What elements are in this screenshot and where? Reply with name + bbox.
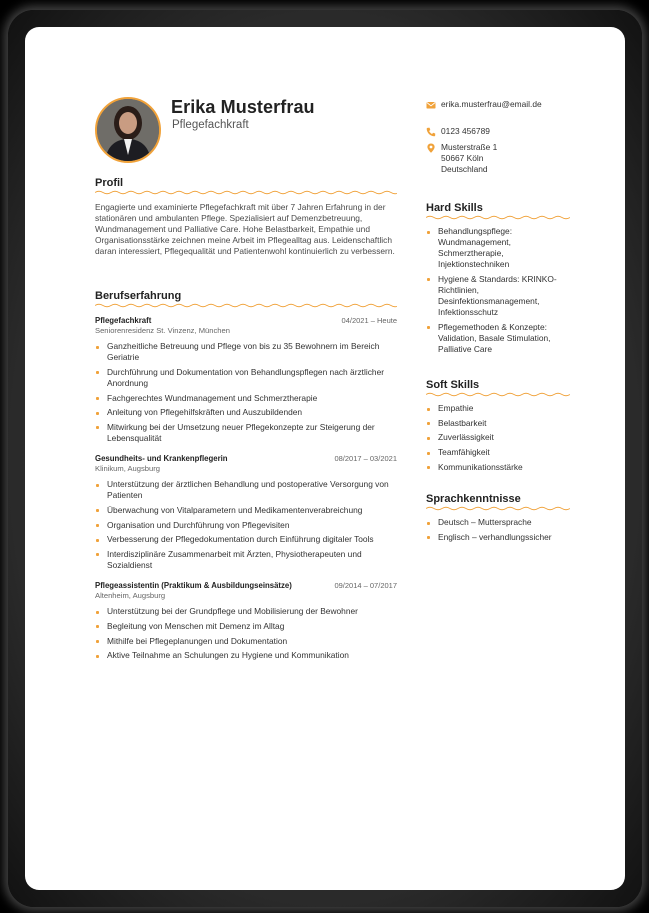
job-date: 09/2014 – 07/2017 — [334, 581, 397, 591]
candidate-name: Erika Musterfrau — [171, 97, 315, 117]
list-item: Mithilfe bei Pflegeplanungen und Dokumentation — [95, 636, 397, 647]
job-bullets — [95, 341, 397, 444]
list-item: Überwachung von Vitalparametern und Medikamentenverabreichung — [95, 505, 397, 516]
soft-skills-section — [426, 379, 570, 476]
job-bullets — [95, 606, 397, 661]
resume-page — [25, 27, 625, 890]
job-organization: Altenheim, Augsburg — [95, 591, 166, 601]
contact-email — [426, 99, 576, 110]
list-item: Pflegemethoden & Konzepte: Validation, Basale Stimulation, Palliative Care — [426, 322, 570, 355]
list-item: Organisation und Durchführung von Pflegevisiten — [95, 520, 397, 531]
experience-section — [95, 290, 397, 665]
list-item: Aktive Teilnahme an Schulungen zu Hygiene und Kommunikation — [95, 650, 397, 661]
section-title-languages: Sprachkenntnisse — [426, 493, 521, 505]
section-title-experience: Berufserfahrung — [95, 290, 182, 302]
hard-skills-list — [426, 226, 570, 355]
phone-icon — [426, 127, 436, 137]
job-organization: Klinikum, Augsburg — [95, 464, 161, 474]
list-item: Fachgerechtes Wundmanagement und Schmerztherapie — [95, 393, 397, 404]
person-portrait-icon — [97, 99, 159, 161]
address-line-2: 50667 Köln — [441, 153, 484, 163]
contact-phone — [426, 126, 576, 137]
job-entry — [95, 581, 397, 661]
squiggle-divider — [426, 392, 570, 397]
hard-skills-section — [426, 202, 570, 359]
candidate-role: Pflegefachkraft — [172, 119, 249, 131]
list-item: Englisch – verhandlungssicher — [426, 532, 570, 543]
list-item: Empathie — [426, 403, 570, 414]
section-title-profile: Profil — [95, 177, 124, 189]
soft-skills-list — [426, 403, 570, 473]
address-line-3: Deutschland — [441, 164, 488, 174]
job-date: 04/2021 – Heute — [341, 316, 397, 325]
profile-section — [95, 177, 397, 257]
job-organization: Seniorenresidenz St. Vinzenz, München — [95, 326, 230, 335]
job-entry — [95, 316, 397, 444]
languages-section — [426, 493, 570, 546]
list-item: Hygiene & Standards: KRINKO-Richtlinien, Desinfektionsmanagement, Infektionsschutz — [426, 274, 570, 318]
mail-icon — [426, 100, 436, 110]
job-entry — [95, 454, 397, 571]
section-title-hard-skills: Hard Skills — [426, 202, 483, 214]
list-item: Unterstützung bei der Grundpflege und Mobilisierung der Bewohner — [95, 606, 397, 617]
list-item: Teamfähigkeit — [426, 447, 570, 458]
list-item: Ganzheitliche Betreuung und Pflege von bis zu 35 Bewohnern im Bereich Geriatrie — [95, 341, 397, 363]
list-item: Kommunikationsstärke — [426, 462, 570, 473]
address-line-1: Musterstraße 1 — [441, 142, 498, 152]
contact-address — [426, 142, 576, 175]
profile-text: Engagierte und examinierte Pflegefachkraft mit über 7 Jahren Erfahrung in der stationären und ambulanten Pflege. Spezialisiert auf Demenzbetreuung, Wundmanagement und Palliative Care. Hohe Belastbarkeit, Empathie und Organisationsstärke zeichnen meine Arbeit im Pflegealltag aus. Leidenschaftlich daran interessiert, Pflegequalität und Patientenwohl kontinuierlich zu verbessern. — [95, 202, 395, 257]
job-title: Pflegefachkraft — [95, 316, 152, 325]
job-title: Gesundheits- und Krankenpflegerin — [95, 454, 228, 464]
location-pin-icon — [426, 143, 436, 153]
list-item: Unterstützung der ärztlichen Behandlung und postoperative Versorgung von Patienten — [95, 479, 397, 501]
list-item: Mitwirkung bei der Umsetzung neuer Pflegekonzepte zur Steigerung der Lebensqualität — [95, 422, 397, 444]
section-title-soft-skills: Soft Skills — [426, 379, 480, 391]
list-item: Interdisziplinäre Zusammenarbeit mit Ärzten, Physiotherapeuten und Sozialdienst — [95, 549, 397, 571]
languages-list — [426, 517, 570, 543]
profile-photo — [95, 97, 161, 163]
list-item: Zuverlässigkeit — [426, 432, 570, 443]
list-item: Durchführung und Dokumentation von Behandlungspflegen nach ärztlicher Anordnung — [95, 367, 397, 389]
squiggle-divider — [95, 303, 397, 308]
email-text: erika.musterfrau@email.de — [441, 99, 542, 109]
squiggle-divider — [426, 215, 570, 220]
squiggle-divider — [426, 506, 570, 511]
list-item: Verbesserung der Pflegedokumentation durch Einführung digitaler Tools — [95, 534, 397, 545]
squiggle-divider — [95, 190, 397, 195]
list-item: Belastbarkeit — [426, 418, 570, 429]
job-title: Pflegeassistentin (Praktikum & Ausbildungseinsätze) — [95, 581, 292, 591]
job-date: 08/2017 – 03/2021 — [334, 454, 397, 464]
list-item: Anleitung von Pflegehilfskräften und Auszubildenden — [95, 407, 397, 418]
job-bullets — [95, 479, 397, 571]
phone-text: 0123 456789 — [441, 126, 490, 136]
list-item: Begleitung von Menschen mit Demenz im Alltag — [95, 621, 397, 632]
list-item: Deutsch – Muttersprache — [426, 517, 570, 528]
list-item: Behandlungspflege: Wundmanagement, Schmerztherapie, Injektionstechniken — [426, 226, 570, 270]
